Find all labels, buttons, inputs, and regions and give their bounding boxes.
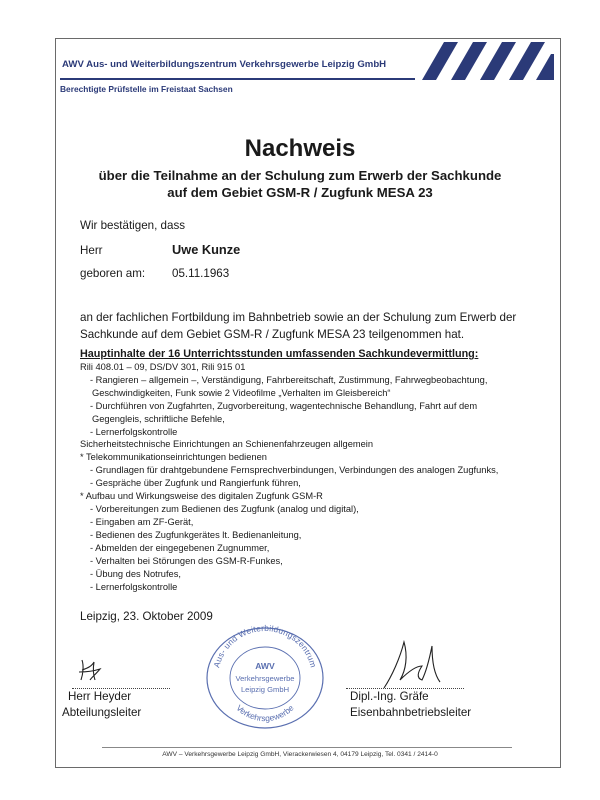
participant-name: Uwe Kunze [172,242,241,257]
statement-line-2: Sachkunde auf dem Gebiet GSM-R / Zugfunk MESA 23 teilgenommen hat. [80,328,465,341]
content-heading: Hauptinhalte der 16 Unterrichtsstunden umfassenden Sachkundevermittlung: [80,348,479,360]
content-line: - Vorbereitungen zum Bedienen des Zugfunk (analog und digital), [90,504,359,514]
content-line: - Verhalten bei Störungen des GSM-R-Funkes, [90,556,283,566]
organization-subtitle: Berechtigte Prüfstelle im Freistaat Sachsen [60,84,233,94]
svg-text:Verkehrsgewerbe [234,702,296,723]
birth-label: geboren am: [80,267,146,280]
signature-graefe [378,636,448,694]
document-subtitle-2: auf dem Gebiet GSM-R / Zugfunk MESA 23 [167,185,433,200]
content-line: - Lernerfolgskontrolle [90,582,178,592]
content-line: * Telekommunikationseinrichtungen bedienen [80,452,267,462]
seal-ring-bottom: Verkehrsgewerbe [234,702,296,724]
footer-rule [102,747,512,748]
content-line: - Rangieren – allgemein –, Verständigung, Fahrbereitschaft, Zustimmung, Fahrwegbeobachtung, [90,375,488,385]
content-line: - Durchführen von Zugfahrten, Zugvorbereitung, wagentechnische Behandlung, Fahrt auf dem [90,401,478,411]
signer-left-role: Abteilungsleiter [62,706,142,719]
content-line: - Eingaben am ZF-Gerät, [90,517,194,527]
content-line: - Übung des Notrufes, [90,569,181,579]
document-subtitle-1: über die Teilnahme an der Schulung zum Erwerb der Sachkunde [98,168,502,183]
content-line: - Gespräche über Zugfunk und Rangierfunk führen, [90,478,301,488]
content-line: Rili 408.01 – 09, DS/DV 301, Rili 915 01 [80,362,246,372]
content-line: Geschwindigkeiten, Funk sowie 2 Videofilme „Verhalten im Gleisbereich“ [92,388,391,398]
signature-line-right [346,688,464,689]
seal-center-2: Verkehrsgewerbe [235,674,295,683]
seal-center-3: Leipzig GmbH [240,685,290,694]
signature-heyder [74,656,114,684]
document-title: Nachweis [244,135,356,162]
content-line: Sicherheitstechnische Einrichtungen an Schienenfahrzeugen allgemein [80,439,374,449]
content-line: - Bedienen des Zugfunkgerätes lt. Bedienanleitung, [90,530,302,540]
birth-date: 05.11.1963 [172,267,230,280]
statement-line-1: an der fachlichen Fortbildung im Bahnbetrieb sowie an der Schulung zum Erwerb der [80,311,517,324]
content-line: - Grundlagen für drahtgebundene Fernsprechverbindungen, Verbindungen des analogen Zugfunks, [90,465,499,475]
place-date: Leipzig, 23. Oktober 2009 [80,610,213,623]
seal-center-1: AWV [255,661,275,671]
salutation: Herr [80,244,103,257]
signature-line-left [72,688,170,689]
content-line: - Lernerfolgskontrolle [90,427,178,437]
header-rule [60,78,415,80]
content-line: - Abmelden der eingegebenen Zugnummer, [90,543,270,553]
intro-text: Wir bestätigen, dass [80,219,186,232]
signer-right-role: Eisenbahnbetriebsleiter [350,706,472,719]
content-line: Gegengleis, schriftliche Befehle, [92,414,225,424]
company-seal [198,618,332,730]
content-line: * Aufbau und Wirkungsweise des digitalen Zugfunk GSM-R [80,491,323,501]
signer-left-name: Herr Heyder [68,690,132,703]
awv-logo-icon [420,40,556,82]
seal-ring-top: Aus- und Weiterbildungszentrum [211,622,319,669]
footer-address: AWV – Verkehrsgewerbe Leipzig GmbH, Vierackerwiesen 4, 04179 Leipzig, Tel. 0341 / 2414-0 [162,751,438,758]
organization-name: AWV Aus- und Weiterbildungszentrum Verkehrsgewerbe Leipzig GmbH [62,59,387,70]
signer-right-name: Dipl.-Ing. Gräfe [350,690,429,703]
